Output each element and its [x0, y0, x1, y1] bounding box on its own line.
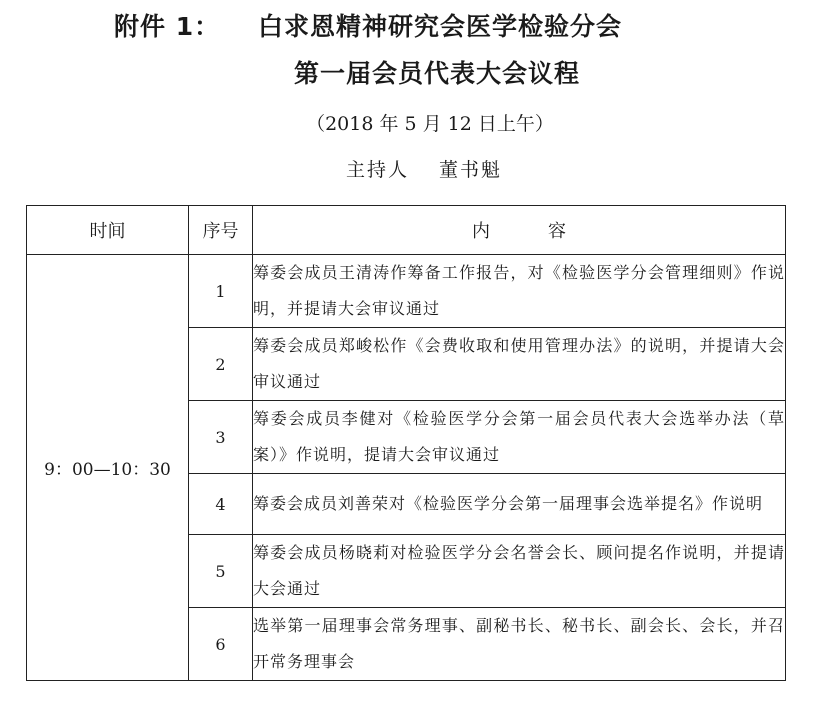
time-cell: 9：00—10：30: [27, 255, 189, 681]
row-number: 4: [189, 474, 253, 535]
title-line-1: [0, 10, 814, 46]
column-header-number: 序号: [189, 206, 253, 255]
row-number: 6: [189, 608, 253, 681]
row-content: 筹委会成员王清涛作筹备工作报告，对《检验医学分会管理细则》作说明，并提请大会审议通过: [253, 255, 786, 328]
meeting-date: （2018 年 5 月 12 日上午）: [306, 113, 554, 135]
document-subtitle: 第一届会员代表大会议程: [293, 59, 580, 88]
row-number: 5: [189, 535, 253, 608]
host-name: 董书魁: [439, 159, 503, 181]
row-content: 筹委会成员杨晓莉对检验医学分会名誉会长、顾问提名作说明，并提请大会通过: [253, 535, 786, 608]
agenda-table: [26, 205, 786, 681]
column-header-content: [253, 206, 786, 255]
row-content: 筹委会成员刘善荣对《检验医学分会第一届理事会选举提名》作说明: [253, 474, 786, 535]
attachment-label: 附件 1：: [114, 12, 221, 41]
table-row: [27, 255, 786, 328]
row-number: 2: [189, 328, 253, 401]
host-line: [346, 156, 502, 184]
row-number: 1: [189, 255, 253, 328]
row-content: 筹委会成员郑峻松作《会费收取和使用管理办法》的说明，并提请大会审议通过: [253, 328, 786, 401]
row-content: 筹委会成员李健对《检验医学分会第一届会员代表大会选举办法（草案）》作说明，提请大会审议通过: [253, 401, 786, 474]
row-number: 3: [189, 401, 253, 474]
host-label: 主持人: [346, 159, 410, 181]
column-header-content-text: 内容: [472, 221, 624, 242]
row-content: 选举第一届理事会常务理事、副秘书长、秘书长、副会长、会长，并召开常务理事会: [253, 608, 786, 681]
document-title: 白求恩精神研究会医学检验分会: [258, 12, 623, 41]
column-header-time: 时间: [27, 206, 189, 255]
table-header-row: [27, 206, 786, 255]
